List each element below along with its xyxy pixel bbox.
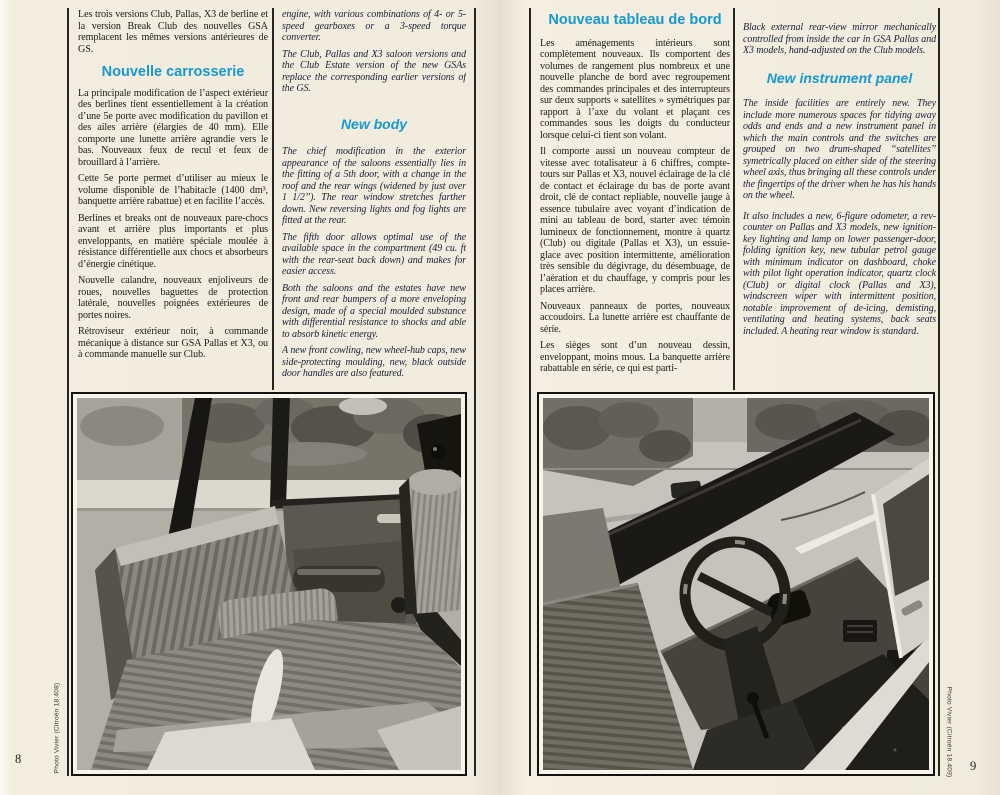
left-page-french-column — [78, 9, 268, 391]
paragraph: The fifth door allows optimal use of the available space in the compartment (49 cu. ft with the rear-seat back down) and makes for easier access. — [282, 231, 466, 277]
left-page-right-rule — [474, 8, 476, 776]
paragraph: Black external rear-view mirror mechanically controlled from inside the car in GSA Pallas and X3 models, hand-adjusted on the Club models. — [743, 22, 936, 56]
right-page-left-rule — [529, 8, 531, 776]
photo-caption-right: Photo Vivier (Citroën 18.409) — [945, 686, 953, 778]
paragraph: Les trois versions Club, Pallas, X3 de berline et la version Break Club des nouvelles GSA remplacent les mêmes versions antérieures de GS. — [78, 9, 268, 55]
right-page-column-divider — [733, 8, 735, 390]
right-interior-photo — [537, 392, 935, 776]
paragraph: La principale modification de l’aspect extérieur des berlines tient essentiellement à la création d’une 5e porte avec modification du pavillon et des ailes arrière (élargies de 40 mm). Elle comporte une lunette arrière agrandie vers le bas. Nouveaux feux de recul et feux de brouillard à l’arrière. — [78, 87, 268, 168]
section-heading-new-body: New body — [340, 115, 408, 132]
right-page-english-column — [743, 9, 936, 404]
paragraph: Il comporte aussi un nouveau compteur de vitesse avec totalisateur à 6 chiffres, compte-tours sur Pallas et X3, nouvel éclairage de la clé de contact et éclairage du bas de porte avant droit, clé de contact repliable, nouvelle jauge à essence tubulaire avec voyant d’indication de mini au tableau de bord, starter avec témoin lumineux de fonctionnement, montre à quartz (Club) ou digitale (Pallas et X3), un essuie-glace avec position intermittente, amélioration très sensible du dégivrage, du désembuage, de l’aération et du chauffage, y compris pour les places arrière. — [540, 146, 730, 295]
page-number-left: 8 — [15, 752, 22, 766]
left-page-english-column — [282, 9, 466, 391]
dashboard-photo-illustration — [543, 398, 929, 770]
photo-caption-left: Photo Vivier (Citroën 18.408) — [53, 682, 61, 774]
paragraph: Berlines et breaks ont de nouveaux pare-chocs avant et arrière plus importants et plus enveloppants, en matière spéciale moulée à résistance différentielle aux chocs et absorbeurs d’énergie cinétique. — [78, 212, 268, 270]
page-number-right: 9 — [970, 759, 977, 773]
paragraph: Les aménagements intérieurs sont complètement nouveaux. Ils comportent des volumes de rangement plus nombreux et une nouvelle planche de bord avec regroupement des commandes principales et des interrupteurs sur deux supports « satellites » symétriques par rapport à l’axe du volant et plaçant ces commandes sous les doigts du conducteur lorsque celui-ci tient son volant. — [540, 37, 730, 141]
section-heading-nouveau-tableau-de-bord: Nouveau tableau de bord — [548, 12, 722, 28]
left-page-left-rule — [67, 8, 69, 776]
paragraph: The Club, Pallas and X3 saloon versions and the Club Estate version of the new GSAs replace the corresponding earlier versions of the GS. — [282, 48, 466, 94]
paragraph: Both the saloons and the estates have new front and rear bumpers of a more enveloping design, made of a special moulded substance with differential resistance to shocks and able to absorb kinetic energy. — [282, 282, 466, 340]
rear-seat-photo-illustration — [77, 398, 461, 770]
right-page-french-column — [540, 9, 730, 391]
paragraph: Cette 5e porte permet d’utiliser au mieux le volume disponible de l’habitacle (1400 dm³, banquette arrière rabattue) et en facilite l’accès. — [78, 173, 268, 207]
paragraph: engine, with various combinations of 4- or 5-speed gearboxes or a 3-speed torque converter. — [282, 9, 466, 43]
paragraph: Nouveaux panneaux de portes, nouveaux accoudoirs. La lunette arrière est chauffante de série. — [540, 300, 730, 335]
paragraph: Nouvelle calandre, nouveaux enjoliveurs de roues, nouvelles baguettes de protection latérale, nouvelles poignées extérieures de portes noires. — [78, 275, 268, 321]
section-heading-new-instrument-panel: New instrument panel — [766, 69, 913, 86]
paragraph: A new front cowling, new wheel-hub caps, new side-protecting moulding, new, black outside door handles are also featured. — [282, 345, 466, 379]
left-interior-photo — [71, 392, 467, 776]
paragraph: Les sièges sont d’un nouveau dessin, enveloppant, moins mous. La banquette arrière rabattable en série, ce qui est parti- — [540, 340, 730, 374]
left-page-column-divider — [272, 8, 274, 390]
paragraph: The inside facilities are entirely new. They include more numerous spaces for tidying away odds and ends and a new instrument panel in which the main controls and the switches are grouped on two drum-shaped ‘‘satellites’’ symetrically placed on either side of the steering wheel axis, thus bringing all these controls under the fingertips of the driver when he has his hands on the wheel. — [743, 98, 936, 201]
paragraph: The chief modification in the exterior appearance of the saloons essentially lies in the fitting of a 5th door, with a change in the roof and the rear wings (widened by just over 1 1/2’’). The rear window stretches farther down. New reversing lights and fog lights are fitted at the rear. — [282, 146, 466, 226]
right-page-right-rule — [938, 8, 940, 776]
paragraph: It also includes a new, 6-figure odometer, a rev-counter on Pallas and X3 models, new ignition-key lighting and lamp on lower passenger-door, folding ignition key, new tubular petrol gauge with minimum indicator on dashboard, choke with pilot light operation indicator, quartz clock (Club) or digital clock (Pallas and X3), windscreen wiper with intermittent position, notable improvement of de-icing, demisting, ventilating and heating systems, back seats included. A heating rear window is standard. — [743, 210, 936, 337]
paragraph: Rétroviseur extérieur noir, à commande mécanique à distance sur GSA Pallas et X3, ou à commande manuelle sur Club. — [78, 326, 268, 360]
section-heading-nouvelle-carrosserie: Nouvelle carrosserie — [101, 64, 245, 80]
